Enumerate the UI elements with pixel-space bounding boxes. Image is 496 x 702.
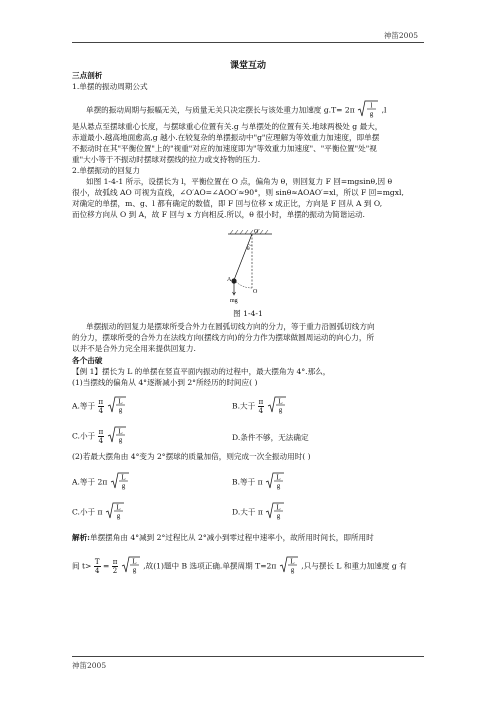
subheading-restoring-force: 2.单摆振动的回复力: [72, 166, 140, 175]
paragraph-line: 而位移方向从 O 到 A，故 F 回与 x 方向相反.所以，θ 很小时，单摆的振动为简谐运动.: [72, 210, 365, 219]
svg-text:g: g: [116, 512, 121, 520]
svg-text:g: g: [277, 512, 281, 520]
svg-text:L: L: [290, 557, 295, 566]
paragraph-line: 的分力，摆球所受的合外力在法线方向(摆线方向)的分力作为摆球做圆周运动的向心力，所: [72, 333, 375, 342]
paragraph-line: 如图 1-4-1 所示，设摆长为 l，平衡位置在 O 点，偏角为 θ，则回复力 F 回=mgsinθ,因 θ: [86, 177, 393, 186]
section-heading-practice: 各个击破: [72, 356, 103, 365]
svg-text:g: g: [276, 482, 281, 490]
svg-text:L: L: [276, 503, 281, 512]
q2-option-c: C.小于 π L g: [72, 502, 125, 523]
svg-text:g: g: [121, 482, 125, 490]
footer-brand: 神笛2005: [72, 661, 107, 670]
svg-text:g: g: [369, 110, 374, 118]
q1-option-d: D.条件不够，无法确定: [232, 433, 309, 442]
q2-option-d: D.大于 π L g: [232, 502, 285, 523]
paragraph-line: 赤道最小.越高地面愈高,g 越小.在较复杂的单摆振动中"g"应理解为等效重力加速度，即单摆: [72, 133, 380, 142]
label-mg: mg: [230, 298, 238, 304]
label-theta: θ: [247, 246, 250, 252]
example-intro: 【例 1】摆长为 L 的单摆在竖直平面内振动的过程中，最大摆角为 4°.那么，: [72, 367, 331, 376]
svg-text:g: g: [132, 566, 137, 574]
answer-label: 解析:: [72, 533, 90, 542]
svg-text:L: L: [132, 557, 137, 566]
footer-rule: [72, 656, 424, 657]
paragraph-line: 单摆的振动周期与振幅无关，与质量无关只决定摆长与该处重力加速度 g.T= 2π l g ,l: [86, 100, 386, 121]
q1-option-c: C.小于 $\frac{\pi}{4}$ L g: [72, 426, 127, 447]
svg-text:g: g: [290, 566, 295, 574]
paragraph-line: 是从悬点至摆球重心长度，与摆球重心位置有关.g 与单摆处的位置有关.地球两极处 g 最大，: [72, 122, 383, 131]
paragraph-line: 很小，故弧线 AO 可视为直线，∠O′AO=∠AOO′≈90°，则 sinθ≈AOAO′=xl，所以 F 回=mgxl,: [72, 188, 404, 197]
svg-text:L: L: [276, 473, 281, 482]
svg-text:l: l: [370, 101, 373, 110]
header-brand: 神笛2005: [383, 31, 418, 40]
question-1: (1)当摆线的偏角从 4°逐渐减小到 2°所经历的时间应( ): [72, 378, 258, 387]
pendulum-figure: [220, 226, 280, 304]
svg-text:g: g: [118, 406, 122, 414]
paragraph-line: 不振动时在其"平衡位置"上的"视重"对应的加速度即为"等效重力加速度"、"平衡位置"处"视: [72, 144, 377, 153]
label-o: O: [253, 289, 258, 295]
svg-text:L: L: [121, 473, 126, 482]
svg-text:L: L: [117, 427, 123, 436]
question-2: (2)若最大摆角由 4°变为 2°摆球的质量加倍，则完成一次全振动用时( ): [72, 452, 311, 461]
sqrt-l-over-g: [357, 100, 379, 121]
paragraph-line: 对确定的单摆，m、g、l 都有确定的数值，即 F 回与位移 x 成正比，方向是 F 回从 A 到 O,: [72, 199, 383, 208]
answer-line: 解析:单摆摆角由 4°减到 2°过程比从 2°减小到零过程中速率小，故所用时间长，即所用时: [72, 533, 374, 542]
header-rule: [72, 42, 424, 43]
label-a: A: [227, 277, 232, 283]
svg-text:L: L: [116, 503, 121, 512]
paragraph-line: 单摆振动的回复力是摆球所受合外力在圆弧切线方向的分力，等于重力沿圆弧切线方向: [86, 322, 375, 331]
svg-text:g: g: [278, 406, 282, 414]
q1-option-b: B.大于 $\frac{\pi}{4}$ L g: [232, 396, 287, 417]
svg-text:L: L: [278, 397, 283, 406]
figure-caption: 图 1-4-1: [233, 309, 263, 318]
q1-option-a: A.等于 $\frac{\pi}{4}$ L g: [72, 396, 127, 417]
paragraph-line: 以并不是合外力完全用来提供回复力.: [72, 344, 196, 353]
section-heading-analysis: 三点剖析: [72, 71, 103, 80]
paragraph-line: 重"大小等于不振动时摆球对摆线的拉力或支持物的压力.: [72, 155, 261, 164]
svg-text:g: g: [118, 436, 122, 444]
page-title: 课堂互动: [229, 61, 266, 71]
answer-line-2: 间 t> $\frac{T}{4}$ = $\frac{\pi}{2}$ L g ,故(1)题中 B 选项正确.单摆周期 T=2π L g ,只与摆长 L 和重力加速度 g 有: [72, 557, 407, 575]
subheading-period-formula: 1.单摆的振动周期公式: [72, 82, 148, 91]
q2-option-b: B.等于 π L g: [232, 472, 285, 493]
label-o-prime: O′: [254, 229, 260, 235]
svg-text:L: L: [117, 397, 123, 406]
q2-option-a: A.等于 2π L g: [72, 472, 130, 493]
